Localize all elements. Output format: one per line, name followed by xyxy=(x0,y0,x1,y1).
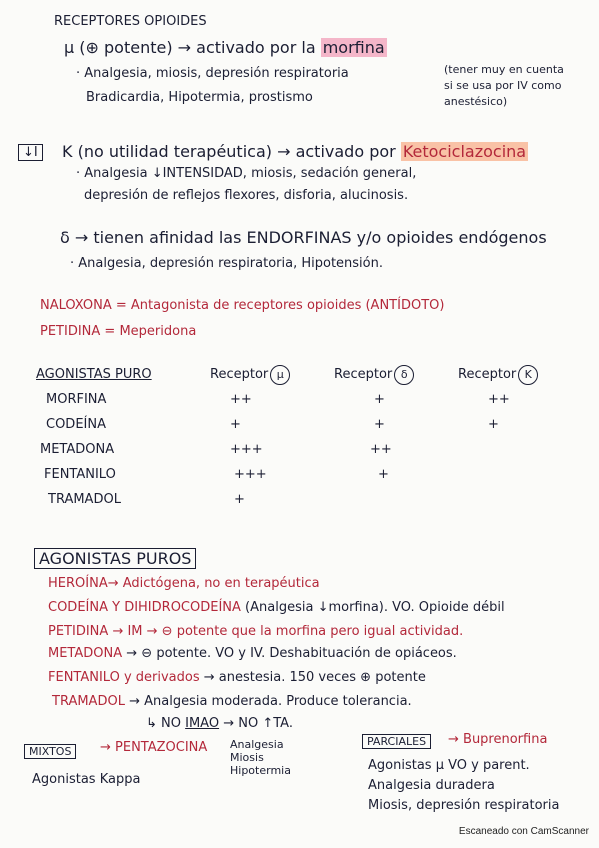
mu-symbol: μ xyxy=(270,365,290,385)
agonist-drug: TRAMADOL xyxy=(52,694,125,709)
drug-name: CODEÍNA xyxy=(46,417,106,432)
kappa-affinity: ++ xyxy=(488,392,510,407)
mixtos-box: MIXTOS xyxy=(24,744,76,759)
delta-affinity: + xyxy=(378,467,389,482)
mu-affinity: + xyxy=(230,417,241,432)
drug-name: TRAMADOL xyxy=(48,492,121,507)
mu-note: (tener muy en cuenta si se usa por IV como anestésico) xyxy=(444,63,564,108)
section-title: RECEPTORES OPIOIDES xyxy=(54,14,207,29)
table-row xyxy=(36,437,578,462)
drug-name: MORFINA xyxy=(46,392,107,407)
kappa-affinity: + xyxy=(488,417,499,432)
tramadol-subnote xyxy=(146,716,293,731)
agonist-line-fentanilo xyxy=(48,670,426,685)
kappa-symbol: K xyxy=(518,365,538,385)
table-row xyxy=(36,412,578,437)
agonist-text: → anestesia. 150 veces ⊕ potente xyxy=(203,670,426,685)
delta-affinity: + xyxy=(374,417,385,432)
mixtos-effects xyxy=(230,738,291,777)
agonist-line-tramadol xyxy=(52,694,412,709)
kappa-affinity xyxy=(458,462,578,487)
agonist-drug: CODEÍNA Y DIHIDROCODEÍNA xyxy=(48,600,241,615)
mu-affinity: ++ xyxy=(230,392,252,407)
delta-affinity: + xyxy=(374,392,385,407)
mu-highlight: morfina xyxy=(322,38,385,57)
agonist-drug: PETIDINA xyxy=(48,624,109,639)
parciales-line: Analgesia duradera xyxy=(368,778,495,793)
agonist-text: (Analgesia ↓morfina). VO. Opioide débil xyxy=(245,600,505,615)
table-header: AGONISTAS PURO xyxy=(36,367,152,382)
delta-symbol: δ xyxy=(394,365,414,385)
kappa-affinity xyxy=(458,437,578,462)
agonist-line-metadona xyxy=(48,646,457,661)
tramadol-sub-imao: IMAO xyxy=(185,716,220,731)
agonist-drug: METADONA xyxy=(48,646,123,661)
col-label-mu: Receptor xyxy=(210,366,269,382)
delta-receptor-line: δ → tienen afinidad las ENDORFINAS y/o opioides endógenos xyxy=(60,228,547,247)
table-header-row xyxy=(36,362,578,387)
table-row xyxy=(36,387,578,412)
mu-affinity: +++ xyxy=(230,442,263,457)
kappa-box: ↓I xyxy=(18,144,43,161)
kappa-affinity xyxy=(458,487,578,512)
delta-effects: · Analgesia, depresión respiratoria, Hipotensión. xyxy=(70,256,383,271)
petidina-line: PETIDINA = Meperidona xyxy=(40,324,197,339)
parciales-line: Agonistas μ VO y parent. xyxy=(368,758,530,773)
naloxona-line: NALOXONA = Antagonista de receptores opioides (ANTÍDOTO) xyxy=(40,298,445,313)
col-label-delta: Receptor xyxy=(334,366,393,382)
tramadol-sub-post: → NO ↑TA. xyxy=(223,716,293,731)
mu-affinity: +++ xyxy=(234,467,267,482)
delta-affinity xyxy=(334,487,458,512)
table-row xyxy=(36,462,578,487)
mu-effects-2: Bradicardia, Hipotermia, prostismo xyxy=(86,90,313,105)
agonist-drug: FENTANILO y derivados xyxy=(48,670,200,685)
kappa-line-text: K (no utilidad terapéutica) → activado por xyxy=(62,142,396,161)
agonist-text: → Analgesia moderada. Produce tolerancia. xyxy=(129,694,412,709)
scanner-footer: Escaneado con CamScanner xyxy=(458,826,589,837)
delta-affinity: ++ xyxy=(370,442,392,457)
mixtos-effect: Analgesia xyxy=(230,738,284,751)
drug-name: FENTANILO xyxy=(44,467,116,482)
parciales-drug: → Buprenorfina xyxy=(448,732,548,747)
drug-name: METADONA xyxy=(40,442,115,457)
parciales-box: PARCIALES xyxy=(362,734,431,749)
tramadol-sub-pre: ↳ NO xyxy=(146,716,181,731)
agonist-text: → IM → ⊖ potente que la morfina pero igual actividad. xyxy=(112,624,464,639)
agonists-title: AGONISTAS PUROS xyxy=(34,548,196,569)
mixtos-drug: → PENTAZOCINA xyxy=(100,740,208,755)
col-label-kappa: Receptor xyxy=(458,366,517,382)
mixtos-note: Agonistas Kappa xyxy=(32,772,141,787)
mu-receptor-line xyxy=(64,38,387,57)
parciales-lines xyxy=(368,756,559,816)
kappa-receptor-line xyxy=(62,142,528,161)
mu-affinity: + xyxy=(234,492,245,507)
kappa-effects-2: depresión de reflejos flexores, disforia, alucinosis. xyxy=(84,188,409,203)
agonist-line-codeina xyxy=(48,600,505,615)
agonist-text: → Adictógena, no en terapéutica xyxy=(107,576,320,591)
mixtos-effect: Hipotermia xyxy=(230,764,291,777)
kappa-highlight: Ketociclazocina xyxy=(402,142,527,161)
table-row xyxy=(36,487,578,512)
agonist-line-petidina xyxy=(48,624,463,639)
parciales-line: Miosis, depresión respiratoria xyxy=(368,798,560,813)
agonist-drug: HEROÍNA xyxy=(48,576,108,591)
agonist-line-heroina xyxy=(48,576,320,591)
agonist-text: → ⊖ potente. VO y IV. Deshabituación de opiáceos. xyxy=(126,646,457,661)
mixtos-effect: Miosis xyxy=(230,751,264,764)
mu-effects-1: · Analgesia, miosis, depresión respiratoria xyxy=(76,66,349,81)
kappa-effects-1: · Analgesia ↓INTENSIDAD, miosis, sedación general, xyxy=(76,166,417,181)
mu-line-text: μ (⊕ potente) → activado por la xyxy=(64,38,316,57)
receptor-table xyxy=(36,362,578,512)
